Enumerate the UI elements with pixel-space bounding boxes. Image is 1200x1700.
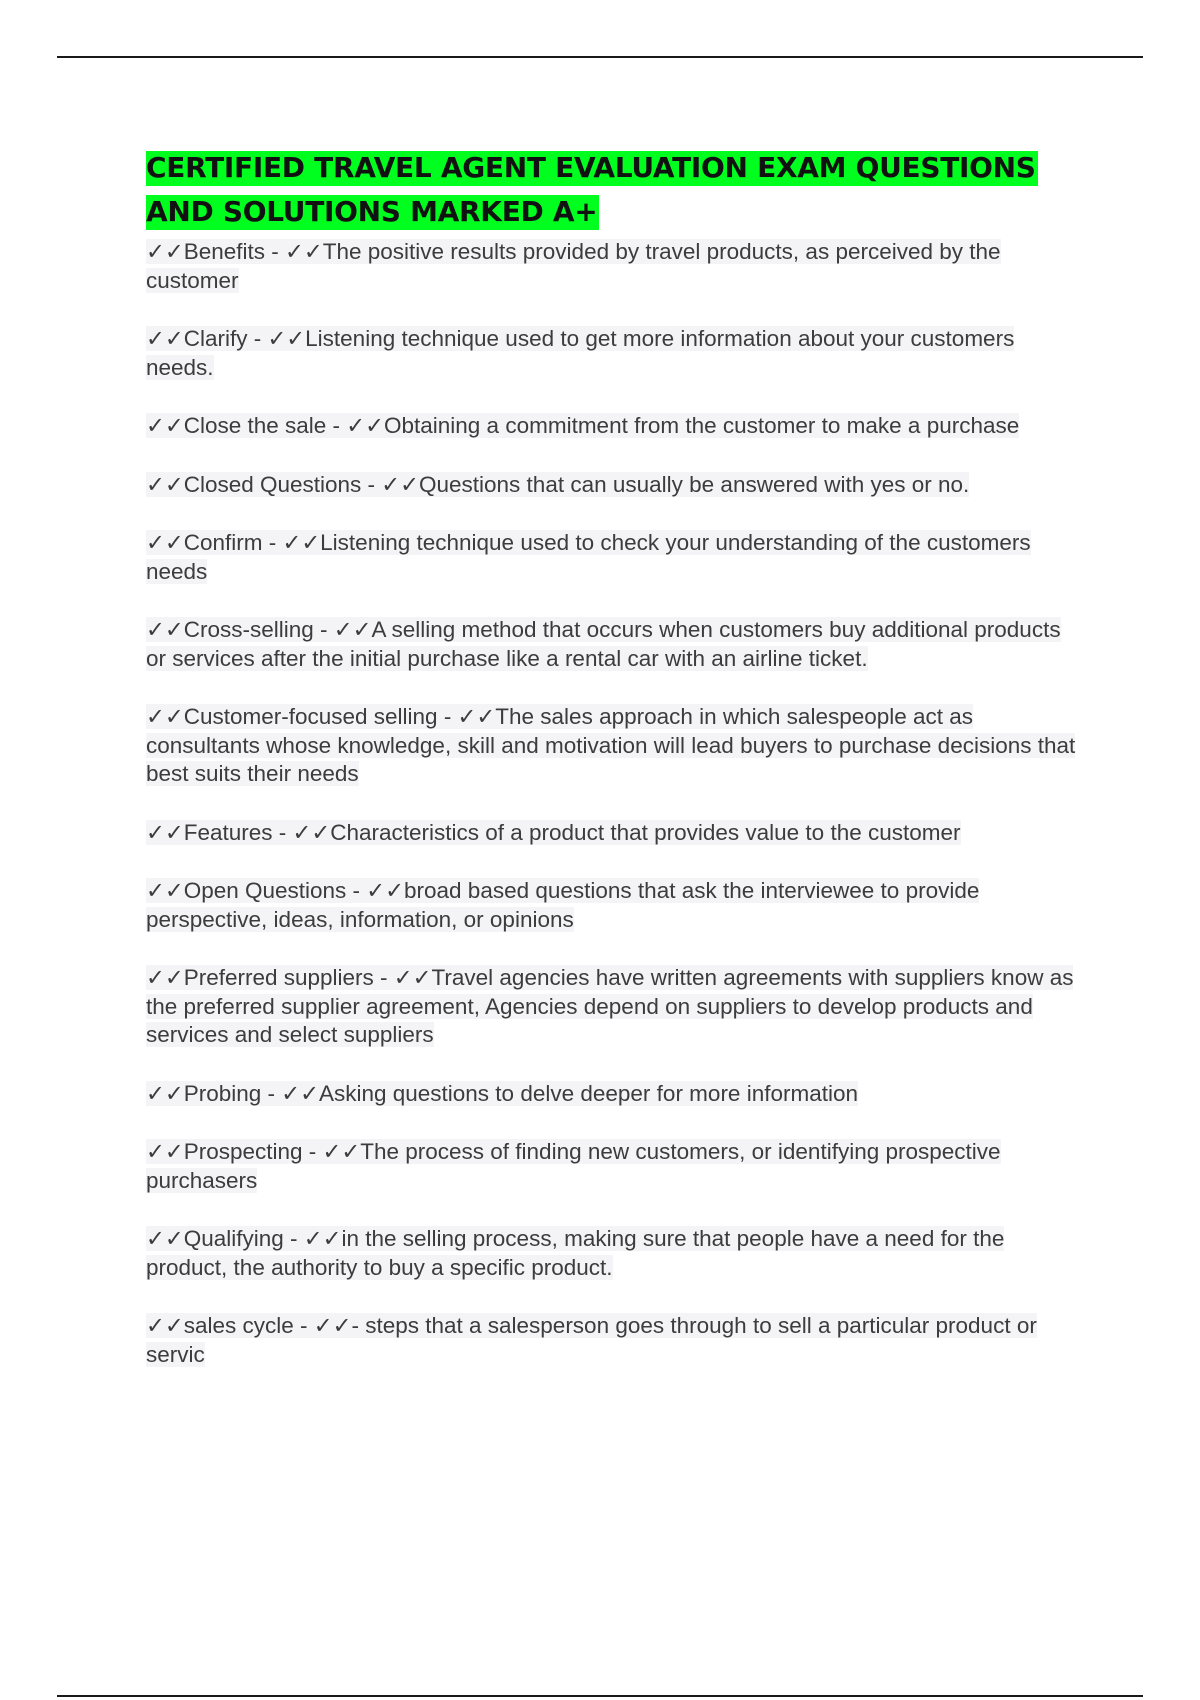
list-item	[146, 471, 1086, 500]
definition-text: ✓✓Open Questions - ✓✓broad based questions that ask the interviewee to provide perspective, ideas, information, or opinions	[146, 878, 980, 932]
list-item	[146, 964, 1086, 1050]
list-item	[146, 1080, 1086, 1109]
page-title-text: CERTIFIED TRAVEL AGENT EVALUATION EXAM QUESTIONS AND SOLUTIONS MARKED A+	[146, 151, 1036, 228]
definition-text: ✓✓Prospecting - ✓✓The process of finding new customers, or identifying prospective purchasers	[146, 1139, 1001, 1193]
list-item	[146, 616, 1086, 673]
list-item	[146, 1138, 1086, 1195]
document-body	[146, 146, 1086, 1399]
list-item	[146, 703, 1086, 789]
definition-text: ✓✓Customer-focused selling - ✓✓The sales approach in which salespeople act as consultants whose knowledge, skill and motivation will lead buyers to purchase decisions that best suits their needs	[146, 704, 1076, 786]
definition-text: ✓✓Qualifying - ✓✓in the selling process, making sure that people have a need for the product, the authority to buy a specific product.	[146, 1226, 1005, 1280]
definition-text: ✓✓Confirm - ✓✓Listening technique used to check your understanding of the customers needs	[146, 530, 1031, 584]
page-title	[146, 146, 1086, 234]
definition-text: ✓✓Benefits - ✓✓The positive results provided by travel products, as perceived by the customer	[146, 239, 1001, 293]
list-item	[146, 877, 1086, 934]
top-divider	[57, 56, 1143, 58]
list-item	[146, 1225, 1086, 1282]
list-item	[146, 412, 1086, 441]
list-item	[146, 529, 1086, 586]
definition-text: ✓✓Cross-selling - ✓✓A selling method that occurs when customers buy additional products or services after the initial purchase like a rental car with an airline ticket.	[146, 617, 1061, 671]
list-item	[146, 819, 1086, 848]
definition-text: ✓✓Features - ✓✓Characteristics of a product that provides value to the customer	[146, 819, 961, 845]
definition-text: ✓✓Close the sale - ✓✓Obtaining a commitment from the customer to make a purchase	[146, 413, 1020, 438]
list-item	[146, 1312, 1086, 1369]
definition-text: ✓✓Preferred suppliers - ✓✓Travel agencies have written agreements with suppliers know as the preferred supplier agreement, Agencies depend on suppliers to develop products and services and select suppliers	[146, 965, 1074, 1047]
definition-text: ✓✓sales cycle - ✓✓- steps that a salesperson goes through to sell a particular product or servic	[146, 1313, 1037, 1367]
list-item	[146, 325, 1086, 382]
list-item	[146, 238, 1086, 295]
definition-list	[146, 238, 1086, 1369]
definition-text: ✓✓Clarify - ✓✓Listening technique used to get more information about your customers needs.	[146, 326, 1015, 380]
definition-text: ✓✓Closed Questions - ✓✓Questions that can usually be answered with yes or no.	[146, 471, 970, 497]
bottom-divider	[57, 1695, 1143, 1697]
definition-text: ✓✓Probing - ✓✓Asking questions to delve deeper for more information	[146, 1080, 859, 1106]
